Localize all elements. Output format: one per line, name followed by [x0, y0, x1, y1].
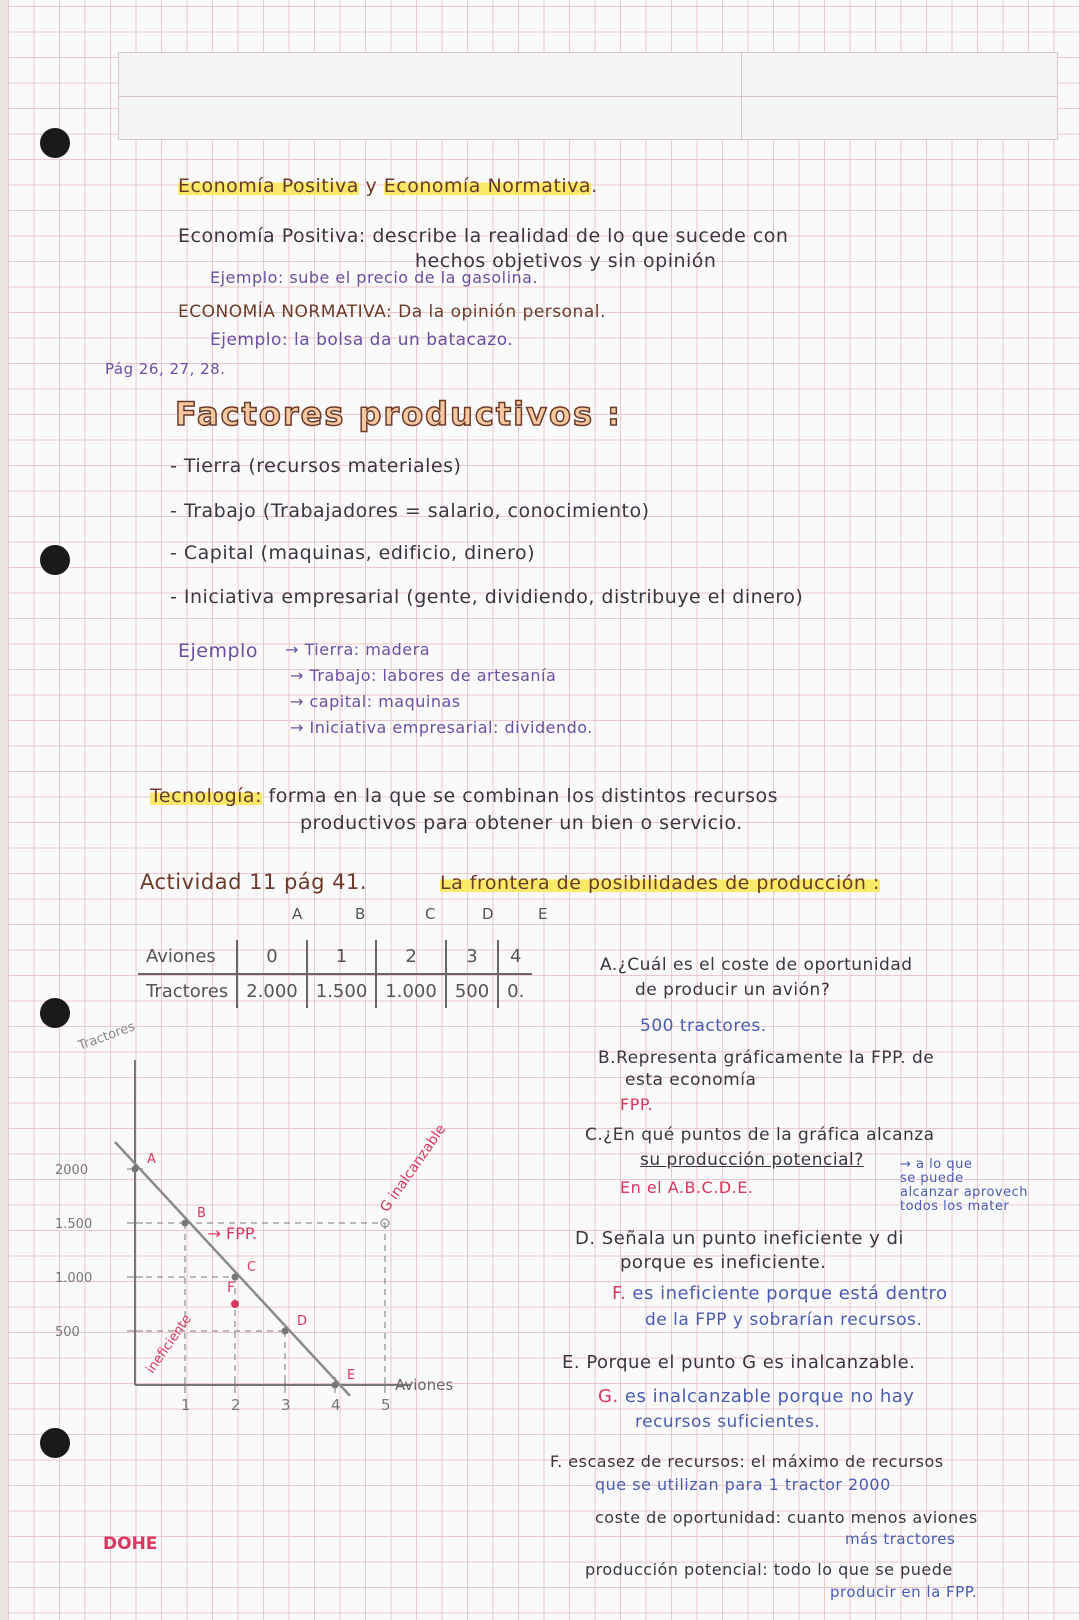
point-label: B: [197, 1206, 206, 1221]
y-tick-label: 2000: [55, 1163, 89, 1178]
answer-e-cont: recursos suficientes.: [635, 1412, 821, 1432]
question-b: B.Representa gráficamente la FPP. de: [598, 1048, 935, 1068]
produccion-potencial-cont: producir en la FPP.: [830, 1583, 978, 1601]
factores-heading: Factores productivos :: [175, 395, 622, 433]
header-box: [118, 52, 1058, 140]
point-f: [231, 1300, 239, 1308]
answer-d: F. es ineficiente porque está dentro: [612, 1283, 948, 1304]
normativa-definition: ECONOMÍA NORMATIVA: Da la opinión personal.: [178, 302, 606, 322]
coste-oportunidad-cont: más tractores: [845, 1530, 956, 1548]
coste-oportunidad: coste de oportunidad: cuanto menos aviones: [595, 1508, 978, 1527]
answer-c: En el A.B.C.D.E.: [620, 1178, 754, 1197]
page-reference: Pág 26, 27, 28.: [105, 360, 226, 378]
answer-a: 500 tractores.: [640, 1016, 767, 1036]
x-tick-label: 2: [231, 1396, 241, 1414]
cell: 1: [307, 940, 377, 974]
y-axis-label: Tractores: [76, 1019, 138, 1054]
brand-logo: DOHE: [103, 1534, 158, 1554]
positiva-definition-cont: hechos objetivos y sin opinión: [415, 250, 717, 272]
data-table: [138, 940, 532, 1008]
table-row: [138, 940, 532, 974]
answer-c-note: → a lo que se puede alcanzar aprovech todos los mater: [900, 1157, 1029, 1214]
point-f-label: F: [227, 1280, 236, 1296]
binder-hole: [40, 1428, 70, 1458]
y-tick-label: 500: [55, 1325, 80, 1340]
ejemplo-label: Ejemplo: [178, 640, 258, 662]
question-a-cont: de producir un avión?: [635, 980, 831, 1000]
question-d: D. Señala un punto ineficiente y di: [575, 1228, 904, 1249]
point-label: C: [247, 1260, 257, 1275]
tecnologia-definition-cont: productivos para obtener un bien o servicio.: [300, 812, 743, 834]
table-col-head: D: [482, 905, 494, 923]
answer-b: FPP.: [620, 1095, 654, 1114]
question-f: F. escasez de recursos: el máximo de recursos: [550, 1452, 944, 1471]
answer-e: G. es inalcanzable porque no hay: [598, 1386, 915, 1407]
question-e: E. Porque el punto G es inalcanzable.: [562, 1352, 916, 1373]
data-point: [282, 1328, 289, 1335]
cell: 4: [498, 940, 532, 974]
table-col-head: E: [538, 905, 548, 923]
data-point: [132, 1166, 139, 1173]
y-tick-label: 1.000: [55, 1271, 93, 1286]
section-title: Economía Positiva y Economía Normativa.: [178, 175, 598, 197]
table-col-head: A: [292, 905, 303, 923]
table-row: [138, 974, 532, 1008]
x-tick-label: 4: [331, 1396, 341, 1414]
answer-f: que se utilizan para 1 tractor 2000: [595, 1475, 891, 1494]
actividad-label: Actividad 11 pág 41.: [140, 870, 368, 894]
row-label: Aviones: [138, 940, 237, 974]
factor-item: - Capital (maquinas, edificio, dinero): [170, 542, 536, 564]
produccion-potencial: producción potencial: todo lo que se puede: [585, 1560, 953, 1579]
binder-hole: [40, 545, 70, 575]
binder-hole: [40, 128, 70, 158]
cell: 1.500: [307, 974, 377, 1008]
y-tick-label: 1.500: [55, 1217, 93, 1232]
point-label: D: [297, 1314, 308, 1329]
cell: 2.000: [237, 974, 307, 1008]
data-point: [332, 1382, 339, 1389]
x-tick-label: 5: [381, 1396, 391, 1414]
answer-d-cont: de la FPP y sobrarían recursos.: [645, 1310, 923, 1330]
positiva-example: Ejemplo: sube el precio de la gasolina.: [210, 268, 539, 287]
x-tick-label: 1: [181, 1396, 191, 1414]
question-c: C.¿En qué puntos de la gráfica alcanza: [585, 1125, 935, 1145]
ejemplo-item: → Tierra: madera: [285, 640, 430, 659]
row-label: Tractores: [146, 981, 229, 1002]
question-c-cont: su producción potencial?: [640, 1150, 864, 1170]
factor-item: - Tierra (recursos materiales): [170, 455, 462, 477]
x-tick-label: 3: [281, 1396, 291, 1414]
cell: 3: [446, 940, 498, 974]
ejemplo-item: → Iniciativa empresarial: dividendo.: [290, 718, 593, 737]
table-col-head: C: [425, 905, 436, 923]
fpp-label: → FPP.: [207, 1224, 258, 1244]
fpp-chart: [50, 1010, 530, 1430]
x-axis-label: Aviones: [395, 1376, 454, 1394]
normativa-example: Ejemplo: la bolsa da un batacazo.: [210, 330, 514, 350]
actividad-title: La frontera de posibilidades de producción :: [440, 872, 880, 894]
factor-item: - Trabajo (Trabajadores = salario, conocimiento): [170, 500, 650, 522]
page-edge: [0, 0, 8, 1620]
question-b-cont: esta economía: [625, 1070, 757, 1090]
cell: 0: [237, 940, 307, 974]
positiva-definition: Economía Positiva: describe la realidad de lo que sucede con: [178, 225, 789, 247]
point-label: E: [347, 1368, 356, 1383]
cell: 1.000: [376, 974, 446, 1008]
ejemplo-item: → capital: maquinas: [290, 692, 461, 711]
cell: 500: [446, 974, 498, 1008]
question-d-cont: porque es ineficiente.: [620, 1252, 827, 1273]
tecnologia-definition: Tecnología: forma en la que se combinan los distintos recursos: [150, 785, 779, 807]
ejemplo-item: → Trabajo: labores de artesanía: [290, 666, 557, 685]
factor-item: - Iniciativa empresarial (gente, dividiendo, distribuye el dinero): [170, 586, 804, 608]
cell: 2: [376, 940, 446, 974]
table-col-head: B: [355, 905, 366, 923]
point-f-note: ineficiente: [143, 1312, 195, 1377]
point-label: A: [147, 1152, 156, 1167]
cell: 0.: [498, 974, 532, 1008]
question-a: A.¿Cuál es el coste de oportunidad: [600, 955, 913, 975]
point-g-label: G inalcanzable: [377, 1121, 450, 1216]
